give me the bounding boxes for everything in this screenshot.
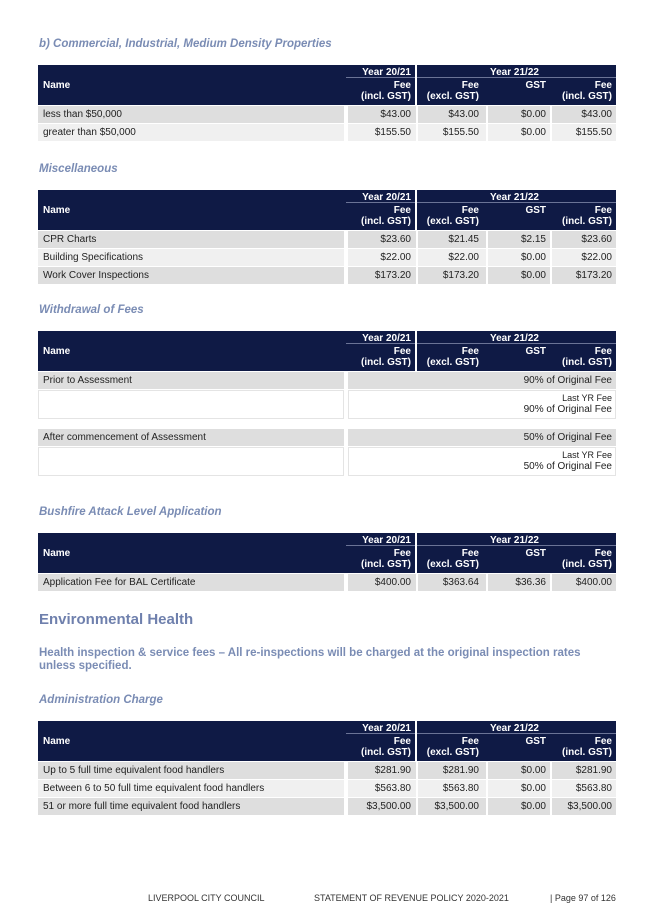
row-fee-incl-gst: $281.90 (575, 765, 612, 776)
row-fee-incl-gst: $155.50 (575, 127, 612, 138)
row-fee-excl-gst: $43.00 (448, 109, 479, 120)
header-fee-excl: Fee (461, 346, 479, 357)
row-name: less than $50,000 (43, 109, 122, 120)
row-name: Between 6 to 50 full time equivalent food handlers (43, 783, 265, 794)
header-excl: (excl. GST) (426, 91, 479, 102)
section-title-miscellaneous: Miscellaneous (39, 163, 118, 175)
header-fee-2021: Fee (393, 736, 411, 747)
header-fee-2021: Fee (393, 80, 411, 91)
header-incl-2122: (incl. GST) (562, 747, 612, 758)
row-fee-2021: $400.00 (374, 577, 411, 588)
header-incl-2021: (incl. GST) (361, 216, 411, 227)
fee-table-bushfire (38, 533, 616, 591)
header-name: Name (43, 548, 71, 559)
header-excl: (excl. GST) (426, 747, 479, 758)
row-last-year-label: Last YR Fee (562, 393, 612, 403)
header-name: Name (43, 736, 71, 747)
header-incl-2122: (incl. GST) (562, 559, 612, 570)
section-title-bushfire: Bushfire Attack Level Application (39, 506, 222, 518)
header-fee-excl: Fee (461, 205, 479, 216)
fee-table-withdrawal (38, 331, 616, 485)
table-row (38, 372, 616, 428)
row-fee-incl-gst: $22.00 (581, 252, 612, 263)
table-row (38, 798, 616, 815)
row-name: greater than $50,000 (43, 127, 136, 138)
header-block-left (38, 190, 415, 230)
row-name: 51 or more full time equivalent food handlers (43, 801, 241, 812)
table-row (38, 429, 616, 485)
table-row (38, 267, 616, 284)
row-fee-incl-gst: $43.00 (581, 109, 612, 120)
header-incl-2122: (incl. GST) (562, 91, 612, 102)
header-gst: GST (525, 548, 546, 559)
header-year-2122: Year 21/22 (490, 723, 539, 734)
header-incl-2021: (incl. GST) (361, 357, 411, 368)
table-row (38, 780, 616, 797)
row-fee-2021: $563.80 (374, 783, 411, 794)
row-fee-incl-gst: $563.80 (575, 783, 612, 794)
row-gst: $0.00 (520, 765, 546, 776)
row-fee-excl-gst: $281.90 (442, 765, 479, 776)
header-gst: GST (525, 80, 546, 91)
header-incl-2021: (incl. GST) (361, 747, 411, 758)
header-fee-2021: Fee (393, 346, 411, 357)
row-fee-excl-gst: $3,500.00 (434, 801, 479, 812)
row-fee-2021: $22.00 (380, 252, 411, 263)
footer-statement: STATEMENT OF REVENUE POLICY 2020-2021 (314, 893, 509, 903)
row-name: Application Fee for BAL Certificate (43, 577, 196, 588)
header-fee-excl: Fee (461, 80, 479, 91)
footer-page-number: | Page 97 of 126 (550, 893, 616, 903)
row-fee-excl-gst: $21.45 (448, 234, 479, 245)
row-gst: $0.00 (520, 252, 546, 263)
header-gst: GST (525, 736, 546, 747)
row-fee-2021: $3,500.00 (366, 801, 411, 812)
header-incl-2021: (incl. GST) (361, 91, 411, 102)
row-fee-2021: $23.60 (380, 234, 411, 245)
header-fee-incl: Fee (594, 205, 612, 216)
header-block-left (38, 721, 415, 761)
row-fee-excl-gst: $22.00 (448, 252, 479, 263)
row-gst: $0.00 (520, 127, 546, 138)
row-fee-2021: $43.00 (380, 109, 411, 120)
table-row (38, 249, 616, 266)
row-sub-left (38, 390, 344, 419)
table-header (38, 190, 616, 230)
row-fee-excl-gst: $173.20 (442, 270, 479, 281)
row-name: Work Cover Inspections (43, 270, 149, 281)
row-last-year-value: 90% of Original Fee (523, 404, 612, 415)
row-fee-incl-gst: $400.00 (575, 577, 612, 588)
row-fee-2021: $173.20 (374, 270, 411, 281)
table-header (38, 721, 616, 761)
row-name: Prior to Assessment (43, 375, 132, 386)
header-excl: (excl. GST) (426, 216, 479, 227)
footer-council: LIVERPOOL CITY COUNCIL (148, 893, 265, 903)
header-fee-incl: Fee (594, 736, 612, 747)
row-fee-excl-gst: $363.64 (442, 577, 479, 588)
header-gst: GST (525, 205, 546, 216)
header-incl-2021: (incl. GST) (361, 559, 411, 570)
header-year-2122: Year 21/22 (490, 535, 539, 546)
row-name: Up to 5 full time equivalent food handlers (43, 765, 225, 776)
header-fee-2021: Fee (393, 548, 411, 559)
header-fee-2021: Fee (393, 205, 411, 216)
header-year-2021: Year 20/21 (362, 333, 411, 344)
header-name: Name (43, 346, 71, 357)
row-sub-left (38, 447, 344, 476)
table-header (38, 331, 616, 371)
header-name: Name (43, 205, 71, 216)
heading-environmental-health: Environmental Health (39, 611, 194, 628)
header-fee-incl: Fee (594, 346, 612, 357)
header-block-left (38, 65, 415, 105)
header-year-2122: Year 21/22 (490, 67, 539, 78)
row-gst: $0.00 (520, 109, 546, 120)
header-gst: GST (525, 346, 546, 357)
table-header (38, 65, 616, 105)
intro-paragraph: Health inspection & service fees – All re-inspections will be charged at the original inspection rates unless specified. (39, 647, 581, 672)
row-fee-percentage: 50% of Original Fee (523, 432, 612, 443)
header-excl: (excl. GST) (426, 357, 479, 368)
row-name: After commencement of Assessment (43, 432, 206, 443)
row-fee-incl-gst: $23.60 (581, 234, 612, 245)
header-year-2122: Year 21/22 (490, 192, 539, 203)
fee-table-administration (38, 721, 616, 815)
row-name: CPR Charts (43, 234, 97, 245)
row-gst: $2.15 (520, 234, 546, 245)
header-year-2021: Year 20/21 (362, 535, 411, 546)
row-fee-incl-gst: $173.20 (575, 270, 612, 281)
row-gst: $36.36 (515, 577, 546, 588)
section-title-withdrawal: Withdrawal of Fees (39, 304, 144, 316)
header-year-2021: Year 20/21 (362, 723, 411, 734)
row-gst: $0.00 (520, 270, 546, 281)
header-year-2021: Year 20/21 (362, 192, 411, 203)
row-gst: $0.00 (520, 783, 546, 794)
table-row (38, 762, 616, 779)
row-fee-incl-gst: $3,500.00 (567, 801, 612, 812)
row-gst: $0.00 (520, 801, 546, 812)
table-row (38, 124, 616, 141)
section-title-commercial: b) Commercial, Industrial, Medium Density Properties (39, 38, 332, 50)
table-header (38, 533, 616, 573)
header-incl-2122: (incl. GST) (562, 216, 612, 227)
fee-table-miscellaneous (38, 190, 616, 284)
row-last-year-value: 50% of Original Fee (523, 461, 612, 472)
row-last-year-label: Last YR Fee (562, 450, 612, 460)
row-fee-2021: $155.50 (374, 127, 411, 138)
fee-table-commercial (38, 65, 616, 141)
row-fee-excl-gst: $563.80 (442, 783, 479, 794)
table-row (38, 574, 616, 591)
table-row (38, 231, 616, 248)
header-block-left (38, 331, 415, 371)
header-name: Name (43, 80, 71, 91)
header-fee-incl: Fee (594, 548, 612, 559)
header-year-2021: Year 20/21 (362, 67, 411, 78)
header-fee-incl: Fee (594, 80, 612, 91)
section-title-administration: Administration Charge (39, 694, 163, 706)
header-year-2122: Year 21/22 (490, 333, 539, 344)
header-block-left (38, 533, 415, 573)
header-excl: (excl. GST) (426, 559, 479, 570)
header-fee-excl: Fee (461, 548, 479, 559)
row-fee-2021: $281.90 (374, 765, 411, 776)
header-incl-2122: (incl. GST) (562, 357, 612, 368)
row-name: Building Specifications (43, 252, 144, 263)
table-row (38, 106, 616, 123)
row-fee-excl-gst: $155.50 (442, 127, 479, 138)
row-fee-percentage: 90% of Original Fee (523, 375, 612, 386)
header-fee-excl: Fee (461, 736, 479, 747)
